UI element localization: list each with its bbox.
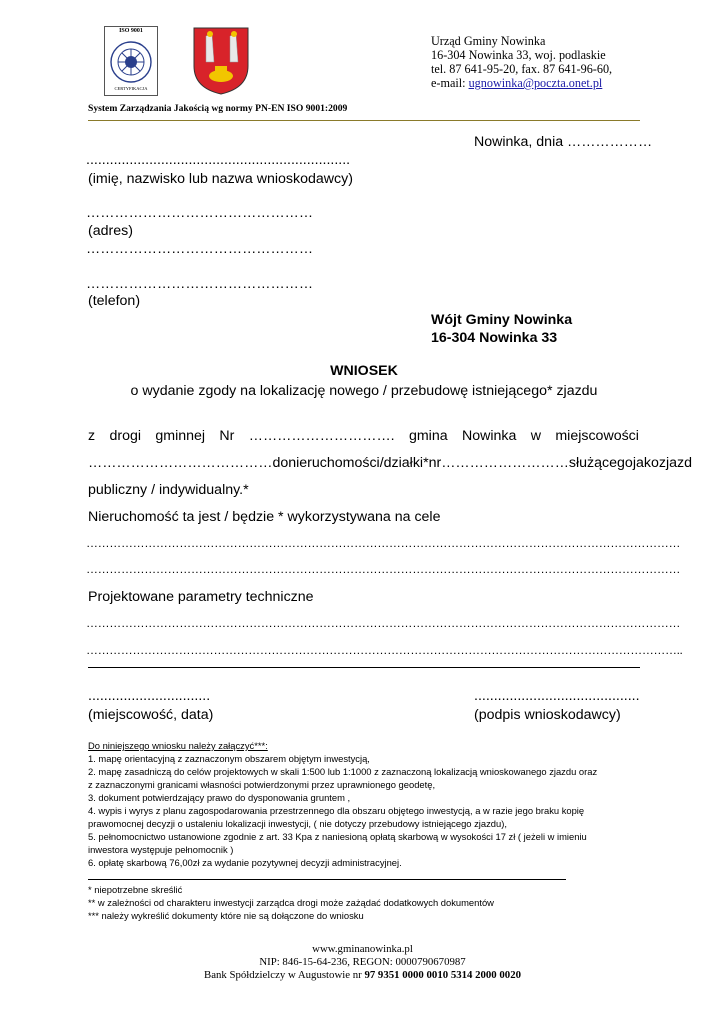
- usage-dots-1: ………………………………………………………………………………………………………………………………………: [86, 536, 681, 550]
- phone-label: (telefon): [88, 293, 141, 309]
- word: zjazd: [658, 455, 692, 471]
- iso-certification-logo: [104, 26, 158, 96]
- attachment-item: z zaznaczonymi granicami własności potwierdzonymi przez uprawnionego geodetę,: [88, 779, 436, 790]
- iso-cert-label: CERTYFIKACJA: [114, 86, 148, 91]
- email-label: e-mail:: [431, 76, 469, 90]
- phone-dots: …………………………………………: [86, 276, 313, 292]
- attachment-item: 6. opłatę skarbową 76,00zł za wydanie pozytywnej decyzji administracyjnej.: [88, 857, 402, 868]
- form-subtitle: o wydanie zgody na lokalizację nowego / przebudowę istniejącego* zjazdu: [130, 383, 598, 399]
- footnote-divider: [88, 879, 566, 880]
- footer-nip-regon: NIP: 846-15-64-236, REGON: 0000790670987: [259, 956, 466, 968]
- attachment-item: 1. mapę orientacyjną z zaznaczonym obszarem objętym inwestycją,: [88, 753, 370, 764]
- footer-bank: [0, 969, 725, 981]
- address-label: (adres): [88, 223, 133, 239]
- usage-dots-2: ………………………………………………………………………………………………………………………………………: [86, 562, 681, 576]
- date-line: Nowinka, dnia ………………: [474, 134, 653, 150]
- address-dots-1: …………………………………………: [86, 205, 313, 221]
- email-link[interactable]: ugnowinka@poczta.onet.pl: [468, 76, 603, 90]
- word: z: [88, 428, 96, 444]
- place-date-label: (miejscowość, data): [88, 707, 214, 723]
- name-dots: ...................................................................: [86, 152, 351, 168]
- word: do: [272, 455, 289, 471]
- attachment-item: 2. mapę zasadniczą do celów projektowych w skali 1:500 lub 1:1000 z zaznaczoną lokalizacją wnioskowanego zjazdu oraz: [88, 766, 598, 777]
- office-phone: tel. 87 641-95-20, fax. 87 641-96-60,: [431, 62, 613, 76]
- attachment-item: 3. dokument potwierdzający prawo do dysponowania gruntem ,: [88, 792, 351, 803]
- signature-label: (podpis wnioskodawcy): [474, 707, 621, 723]
- quality-system-label: System Zarządzania Jakością wg normy PN-EN ISO 9001:2009: [88, 103, 348, 114]
- attachment-item: inwestora występuje pełnomocnik ): [88, 844, 234, 855]
- word: /: [379, 455, 384, 471]
- signature-dots: ..........................................: [474, 688, 640, 704]
- usage-label: Nieruchomość ta jest / będzie * wykorzystywana na cele: [88, 509, 441, 525]
- attachments-heading: Do niniejszego wniosku należy załączyć***:: [88, 740, 268, 751]
- attachment-item: 4. wypis i wyrys z planu zagospodarowania przestrzennego dla obszaru objętego inwestycją, a w razie jego braku kopię: [88, 805, 585, 816]
- form-title: WNIOSEK: [330, 363, 398, 379]
- office-email: [431, 76, 602, 91]
- form-divider: [88, 667, 640, 668]
- body-line-1: [88, 428, 639, 444]
- footnote: *** należy wykreślić dokumenty które nie są dołączone do wniosku: [88, 910, 364, 921]
- word: w: [530, 428, 541, 444]
- bank-label: Bank Spółdzielczy w Augustowie nr: [204, 969, 365, 981]
- word: Nr: [219, 428, 235, 444]
- place-dots: ...............................: [88, 688, 211, 704]
- word: nieruchomości: [288, 455, 380, 471]
- plot-number-dots: ………………………: [441, 455, 569, 471]
- header-divider: [88, 120, 640, 121]
- address-dots-2: …………………………………………: [86, 241, 313, 257]
- name-label: (imię, nazwisko lub nazwa wnioskodawcy): [88, 171, 353, 187]
- recipient-address: 16-304 Nowinka 33: [431, 330, 558, 346]
- word: działki*: [383, 455, 429, 471]
- params-dots-2: ………………………………………………………………………………………………………………………………………..: [86, 643, 683, 657]
- word: miejscowości: [555, 428, 639, 444]
- locality-dots: …………………………………: [88, 455, 273, 471]
- road-number-dots: ………………………….: [248, 428, 395, 444]
- word: gminnej: [155, 428, 206, 444]
- gmina-coat-of-arms: [192, 26, 250, 96]
- word: drogi: [109, 428, 142, 444]
- attachment-item: 5. pełnomocnictwo ustanowione zgodnie z art. 33 Kpa z naniesioną opłatą skarbową w wysokości 17 zł ( jeżeli w imieniu: [88, 831, 587, 842]
- recipient-name: Wójt Gminy Nowinka: [431, 312, 573, 328]
- body-line-3: publiczny / indywidualny.*: [88, 482, 249, 498]
- word: jako: [632, 455, 659, 471]
- body-line-2: [88, 455, 692, 471]
- params-dots-1: ………………………………………………………………………………………………………………………………………: [86, 616, 681, 630]
- params-label: Projektowane parametry techniczne: [88, 589, 314, 605]
- word: nr: [428, 455, 442, 471]
- word: Nowinka: [461, 428, 517, 444]
- footnote: ** w zależności od charakteru inwestycji zarządca drogi może zażądać dodatkowych dokumentów: [88, 897, 494, 908]
- office-name: Urząd Gminy Nowinka: [431, 34, 546, 48]
- office-address: 16-304 Nowinka 33, woj. podlaskie: [431, 48, 606, 62]
- word: gmina: [408, 428, 448, 444]
- bank-account: 97 9351 0000 0010 5314 2000 0020: [364, 969, 521, 981]
- word: służącego: [568, 455, 633, 471]
- footnote: * niepotrzebne skreślić: [88, 884, 183, 895]
- iso-logo-label: ISO 9001: [119, 28, 143, 34]
- attachment-item: prawomocnej decyzji o ustaleniu lokalizacji inwestycji, ( nie dotyczy przebudowy istniejącego zjazdu),: [88, 818, 507, 829]
- footer-website: www.gminanowinka.pl: [312, 943, 413, 955]
